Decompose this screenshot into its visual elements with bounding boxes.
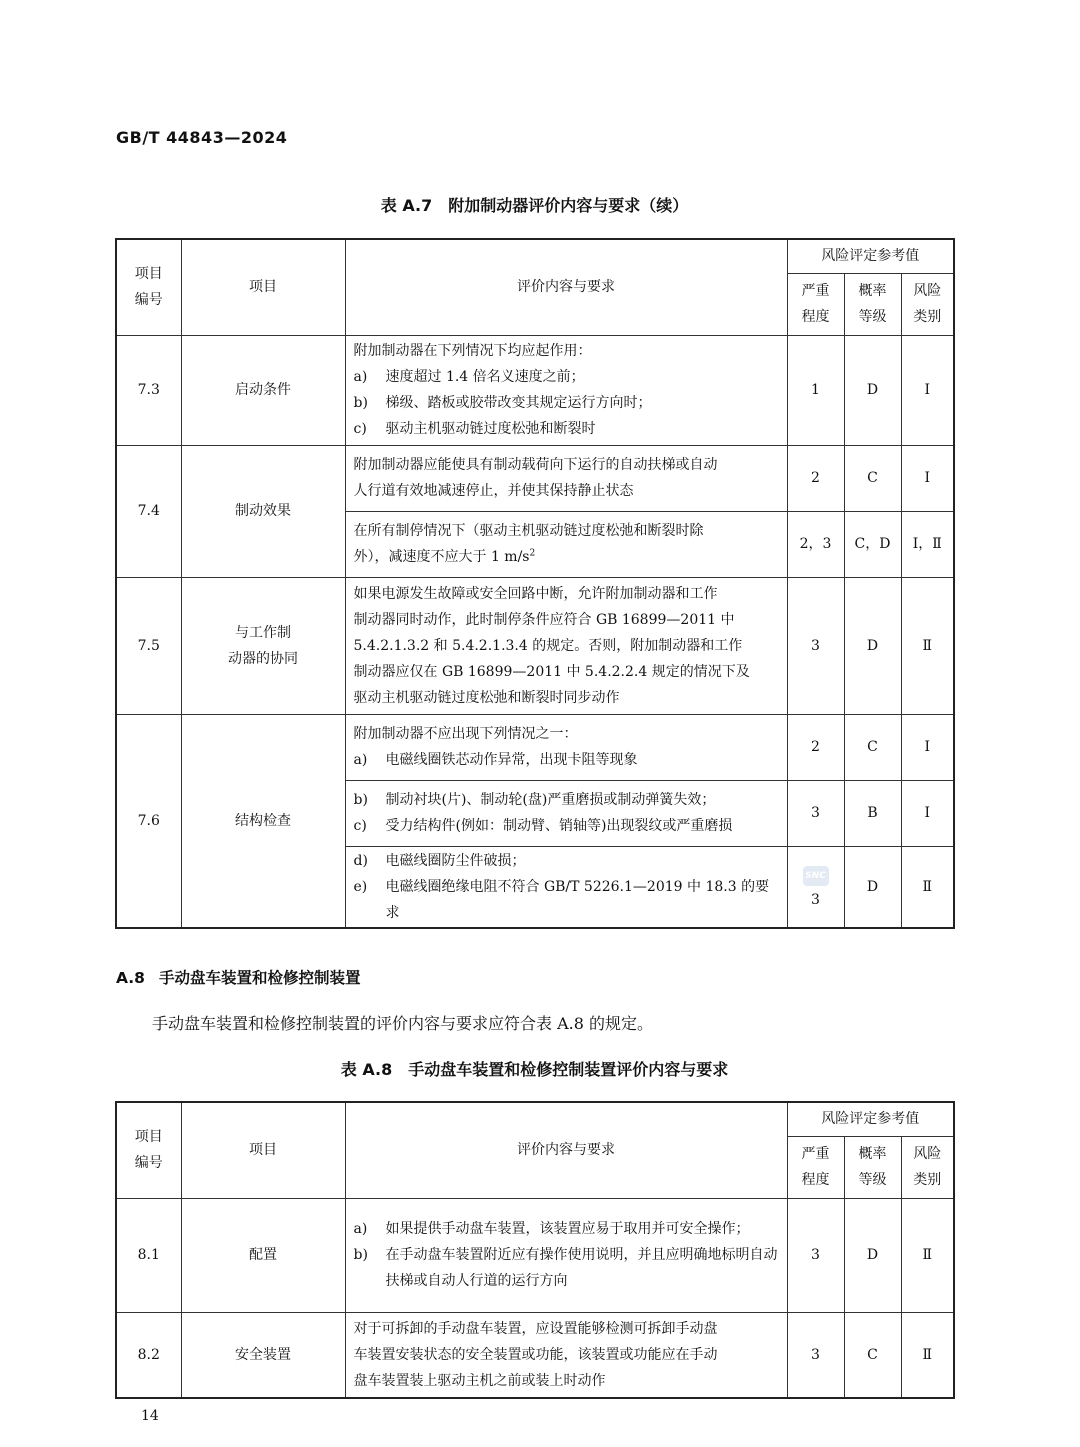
table-a7-caption: 表 A.7 附加制动器评价内容与要求（续） bbox=[380, 196, 689, 215]
severity-value: 2 bbox=[787, 714, 844, 780]
severity-value: 3 bbox=[787, 577, 844, 714]
category-value: Ⅰ bbox=[901, 335, 954, 445]
item-name: 安全装置 bbox=[181, 1312, 345, 1398]
item-no: 7.6 bbox=[116, 714, 181, 928]
category-value: Ⅱ bbox=[901, 846, 954, 928]
severity-value: 3 bbox=[787, 1198, 844, 1312]
probability-value: C bbox=[844, 1312, 901, 1398]
category-value: Ⅱ bbox=[901, 1198, 954, 1312]
requirement-cell: d) 电磁线圈防尘件破损； e) 电磁线圈绝缘电阻不符合 GB/T 5226.1—2019 中 18.3 的要求 bbox=[345, 846, 787, 928]
probability-value: C，D bbox=[844, 511, 901, 577]
category-value: Ⅰ，Ⅱ bbox=[901, 511, 954, 577]
header-item-no: 项目 编号 bbox=[116, 239, 181, 335]
severity-value: SNC 3 bbox=[787, 846, 844, 928]
item-no: 7.3 bbox=[116, 335, 181, 445]
probability-value: D bbox=[844, 1198, 901, 1312]
probability-value: B bbox=[844, 780, 901, 846]
requirement-cell: 附加制动器不应出现下列情况之一： a) 电磁线圈铁芯动作异常，出现卡阻等现象 bbox=[345, 714, 787, 780]
probability-value: D bbox=[844, 846, 901, 928]
header-requirement: 评价内容与要求 bbox=[345, 239, 787, 335]
page-number: 14 bbox=[141, 1408, 159, 1424]
category-value: Ⅰ bbox=[901, 445, 954, 511]
header-item: 项目 bbox=[181, 239, 345, 335]
category-value: Ⅱ bbox=[901, 577, 954, 714]
requirement-cell: 附加制动器在下列情况下均应起作用： a) 速度超过 1.4 倍名义速度之前； b) 梯级、踏板或胶带改变其规定运行方向时； c) 驱动主机驱动链过度松弛和断裂时 bbox=[345, 335, 787, 445]
requirement-cell: 如果电源发生故障或安全回路中断，允许附加制动器和工作 制动器同时动作，此时制停条件应符合 GB 16899—2011 中 5.4.2.1.3.2 和 5.4.2.1.3.4 的规定。否则，附加制动器和工作 制动器应仅在 GB 16899—2011 中 5.4.2.2.4 规定的情况下及 驱动主机驱动链过度松弛和断裂时同步动作 bbox=[345, 577, 787, 714]
requirement-cell: b) 制动衬块(片)、制动轮(盘)严重磨损或制动弹簧失效； c) 受力结构件(例如：制动臂、销轴等)出现裂纹或严重磨损 bbox=[345, 780, 787, 846]
section-paragraph: 手动盘车装置和检修控制装置的评价内容与要求应符合表 A.8 的规定。 bbox=[152, 1014, 653, 1033]
header-item: 项目 bbox=[181, 1102, 345, 1198]
watermark-logo: SNC bbox=[803, 866, 829, 886]
requirement-cell: a) 如果提供手动盘车装置，该装置应易于取用并可安全操作； b) 在手动盘车装置附近应有操作使用说明，并且应明确地标明自动扶梯或自动人行道的运行方向 bbox=[345, 1198, 787, 1312]
item-name: 结构检查 bbox=[181, 714, 345, 928]
probability-value: D bbox=[844, 335, 901, 445]
header-probability: 概率 等级 bbox=[844, 1136, 901, 1198]
table-row bbox=[116, 577, 954, 714]
item-no: 7.4 bbox=[116, 445, 181, 577]
requirement-cell: 在所有制停情况下（驱动主机驱动链过度松弛和断裂时除 外），减速度不应大于 1 $m/s^2$ bbox=[345, 511, 787, 577]
severity-value: 2 bbox=[787, 445, 844, 511]
severity-value: 1 bbox=[787, 335, 844, 445]
header-severity: 严重 程度 bbox=[787, 273, 844, 335]
item-name: 与工作制 动器的协同 bbox=[181, 577, 345, 714]
requirement-cell: 附加制动器应能使具有制动载荷向下运行的自动扶梯或自动 人行道有效地减速停止，并使其保持静止状态 bbox=[345, 445, 787, 511]
header-probability: 概率 等级 bbox=[844, 273, 901, 335]
item-no: 7.5 bbox=[116, 577, 181, 714]
header-requirement: 评价内容与要求 bbox=[345, 1102, 787, 1198]
header-category: 风险 类别 bbox=[901, 1136, 954, 1198]
table-row bbox=[116, 445, 954, 511]
table-a7 bbox=[115, 238, 955, 929]
table-a8 bbox=[115, 1101, 955, 1399]
item-no: 8.2 bbox=[116, 1312, 181, 1398]
table-row bbox=[116, 714, 954, 780]
item-name: 配置 bbox=[181, 1198, 345, 1312]
category-value: Ⅱ bbox=[901, 1312, 954, 1398]
section-heading: A.8 手动盘车装置和检修控制装置 bbox=[116, 969, 361, 987]
table-row bbox=[116, 1198, 954, 1312]
severity-value: 3 bbox=[787, 780, 844, 846]
item-name: 启动条件 bbox=[181, 335, 345, 445]
header-risk-group: 风险评定参考值 bbox=[787, 1102, 954, 1136]
severity-value: 2，3 bbox=[787, 511, 844, 577]
category-value: Ⅰ bbox=[901, 714, 954, 780]
severity-value: 3 bbox=[787, 1312, 844, 1398]
standard-number: GB/T 44843—2024 bbox=[116, 128, 288, 147]
header-category: 风险 类别 bbox=[901, 273, 954, 335]
header-item-no: 项目 编号 bbox=[116, 1102, 181, 1198]
table-row bbox=[116, 1312, 954, 1398]
probability-value: C bbox=[844, 445, 901, 511]
header-severity: 严重 程度 bbox=[787, 1136, 844, 1198]
item-no: 8.1 bbox=[116, 1198, 181, 1312]
item-name: 制动效果 bbox=[181, 445, 345, 577]
probability-value: C bbox=[844, 714, 901, 780]
table-row bbox=[116, 335, 954, 445]
category-value: Ⅰ bbox=[901, 780, 954, 846]
table-a8-caption: 表 A.8 手动盘车装置和检修控制装置评价内容与要求 bbox=[340, 1060, 729, 1079]
requirement-cell: 对于可拆卸的手动盘车装置，应设置能够检测可拆卸手动盘 车装置安装状态的安全装置或功能，该装置或功能应在手动 盘车装置装上驱动主机之前或装上时动作 bbox=[345, 1312, 787, 1398]
header-risk-group: 风险评定参考值 bbox=[787, 239, 954, 273]
probability-value: D bbox=[844, 577, 901, 714]
